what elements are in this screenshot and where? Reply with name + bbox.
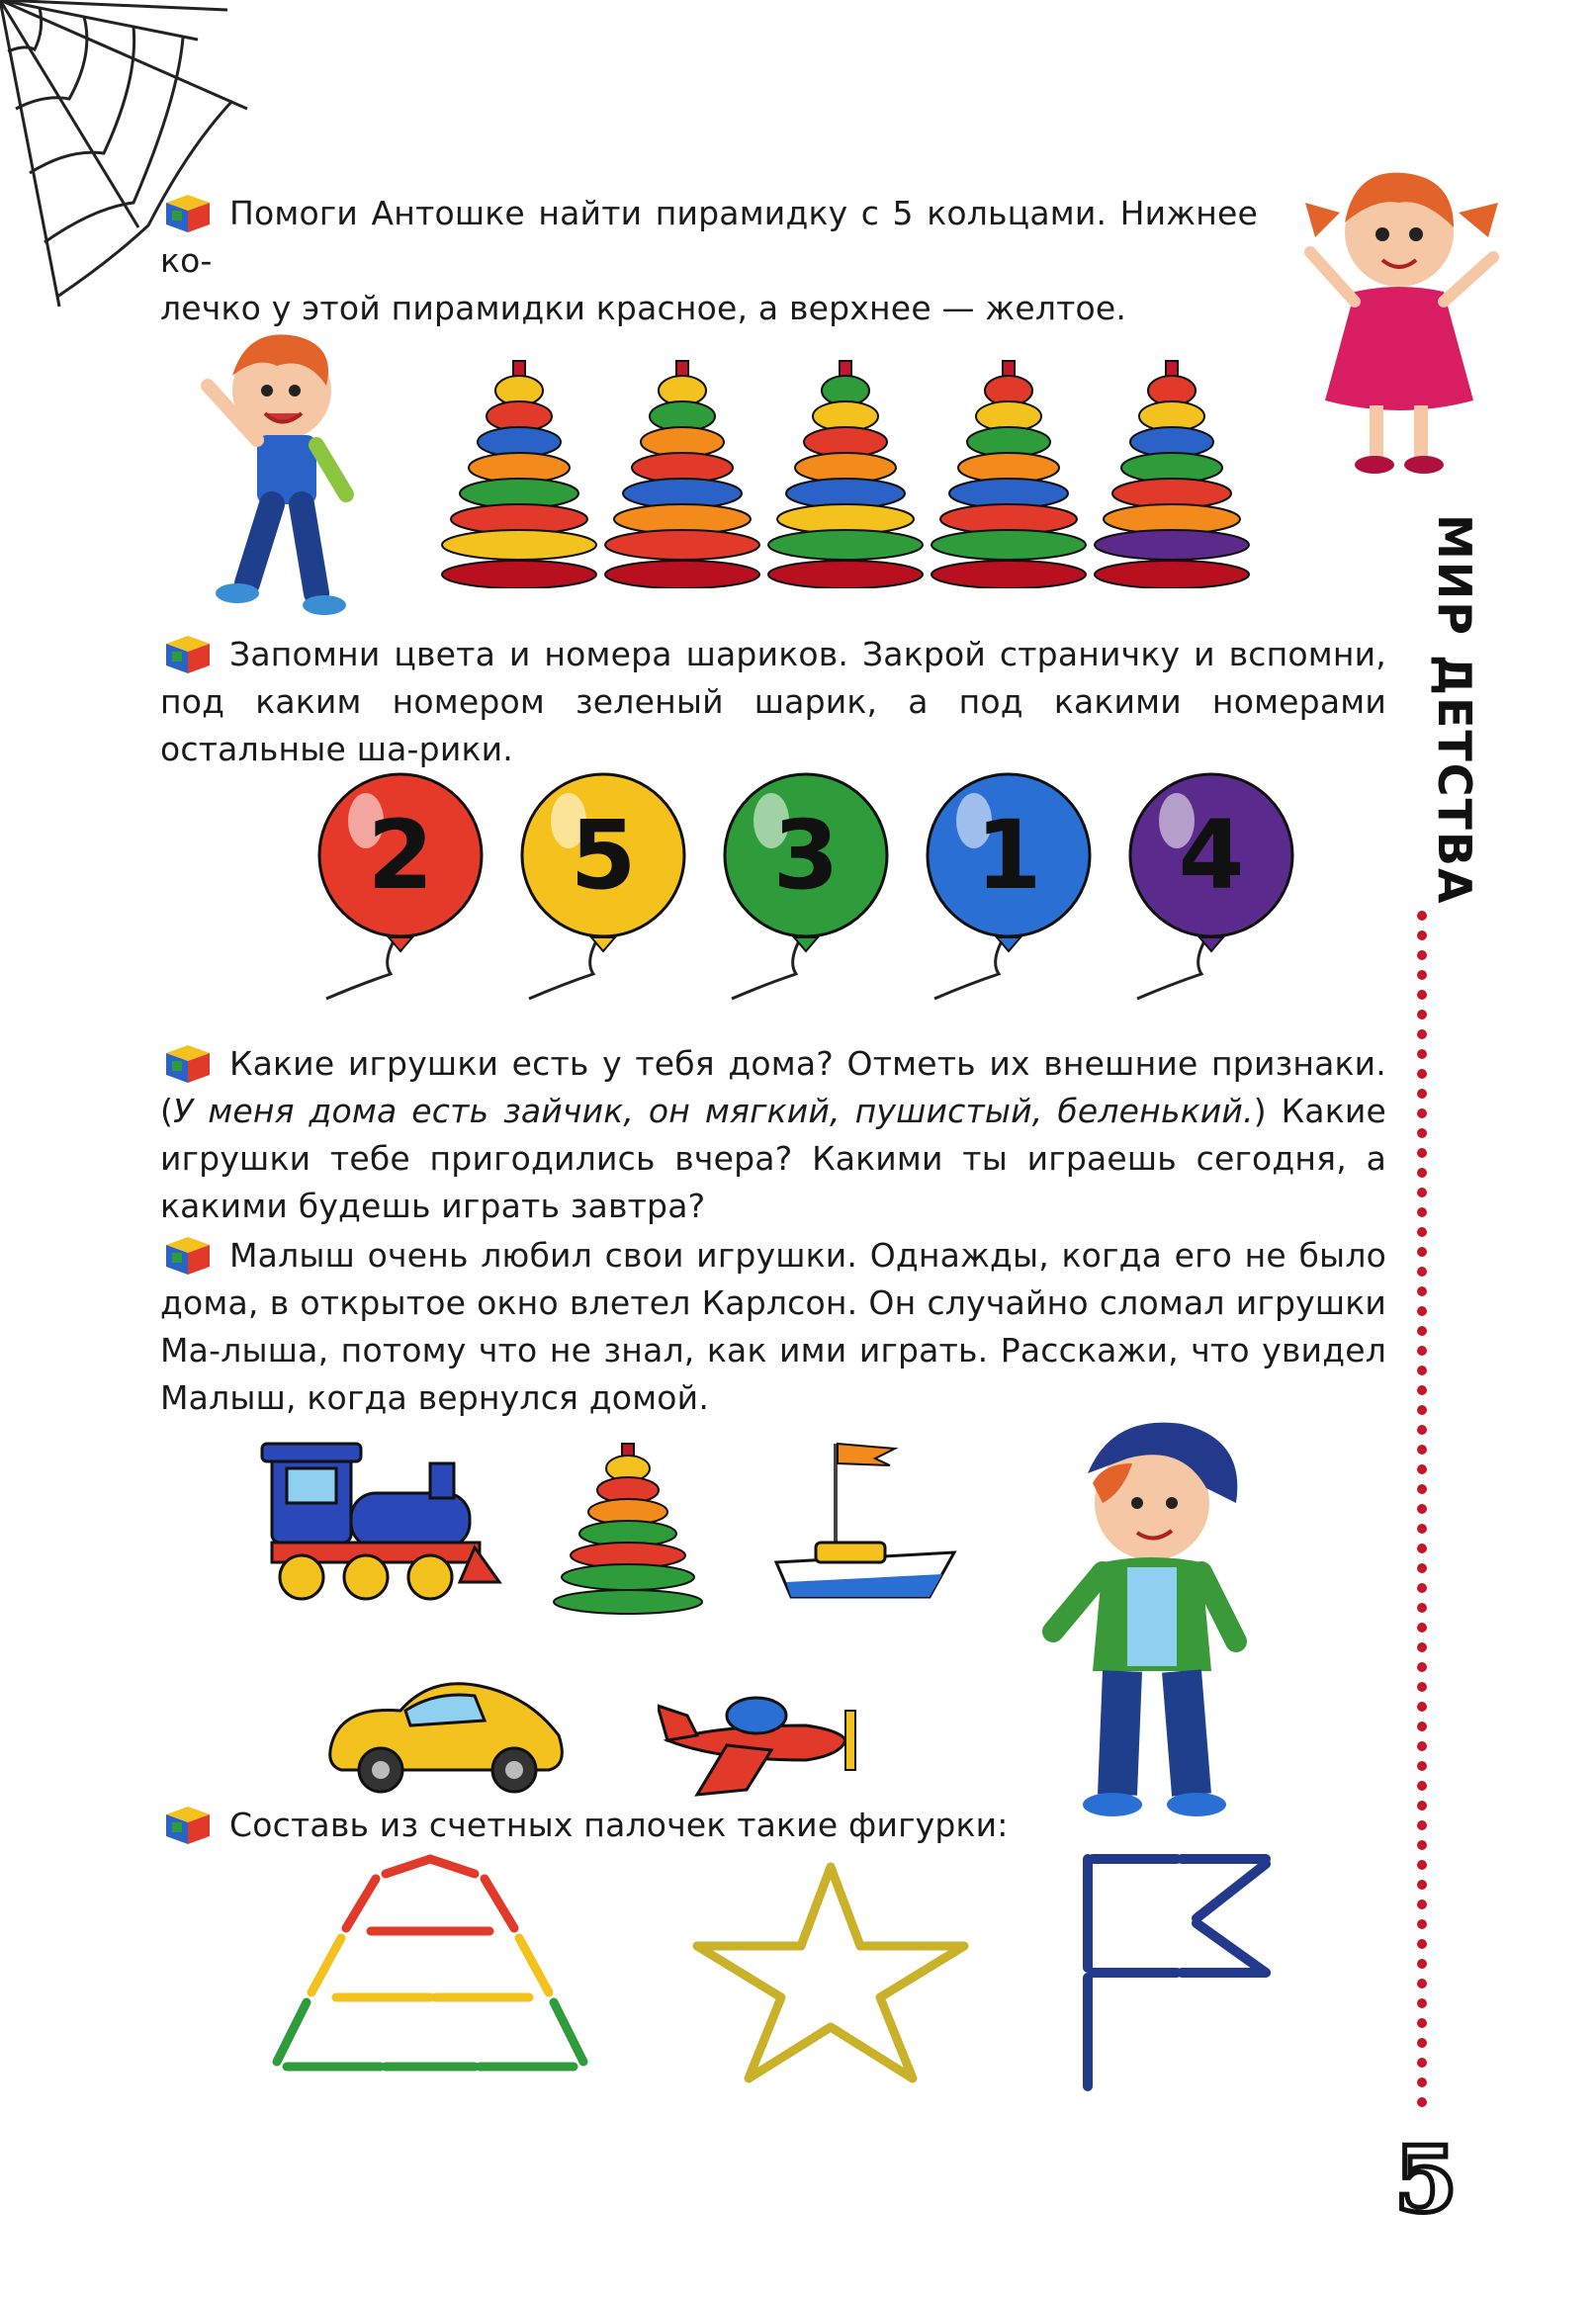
balloon-number: 2 xyxy=(367,800,434,911)
task3-text-a: Какие игрушки есть у тебя дома? Отметь их внешние признаки. ( xyxy=(160,1044,1386,1130)
balloon-2 xyxy=(319,774,482,999)
pyramid-toy-4 xyxy=(931,361,1086,588)
balloon-5 xyxy=(522,774,684,999)
stick-flag-figure xyxy=(1068,1849,1305,2096)
pyramid-toy-5 xyxy=(1095,361,1249,588)
task5-paragraph xyxy=(160,1802,1050,1849)
dotted-divider xyxy=(1412,910,1432,2116)
task5-text: Составь из счетных палочек такие фигурки: xyxy=(229,1806,1009,1844)
balloon-number: 3 xyxy=(772,800,840,911)
cube-bullet-icon xyxy=(160,1041,216,1085)
cube-bullet-icon xyxy=(160,1803,216,1846)
task4-text: Малыш очень любил свои игрушки. Однажды, когда его не было дома, в открытое окно влетел Карлсон. Он случайно сломал игрушки Ма-лыша, потому что не знал, как ими играть. Расскажи, что увидел Малыш, когда вернулся домой. xyxy=(160,1236,1386,1417)
boat-toy-illustration xyxy=(766,1434,964,1612)
balloon-4 xyxy=(1130,774,1292,999)
balloon-number: 5 xyxy=(570,800,637,911)
boy-antoshka-illustration xyxy=(188,297,376,623)
pyramid-toy-3 xyxy=(768,361,923,588)
stick-triangle-figure xyxy=(252,1854,608,2091)
task2-text: Запомни цвета и номера шариков. Закрой страничку и вспомни, под каким номером зеленый шарик, а под какими номерами остальные ша-рики. xyxy=(160,635,1386,768)
cube-bullet-icon xyxy=(160,1233,216,1277)
pyramids-row xyxy=(435,351,1266,588)
stick-star-figure xyxy=(687,1859,974,2086)
balloons-row xyxy=(297,771,1305,1009)
balloon-3 xyxy=(725,774,887,999)
task3-paragraph xyxy=(160,1040,1386,1230)
page-number: 5 xyxy=(1394,2126,1459,2233)
pyramid-toy-2 xyxy=(605,361,759,588)
balloon-number: 1 xyxy=(975,800,1042,911)
train-toy-illustration xyxy=(252,1434,509,1612)
car-toy-illustration xyxy=(321,1666,578,1800)
small-pyramid-toy-illustration xyxy=(549,1439,707,1617)
pyramid-toy-1 xyxy=(442,361,596,588)
cube-bullet-icon xyxy=(160,632,216,675)
boy-malysh-illustration xyxy=(1033,1404,1271,1829)
airplane-toy-illustration xyxy=(658,1671,870,1805)
task1-text: Помоги Антошке найти пирамидку с 5 кольцами. Нижнее ко- лечко у этой пирамидки красное, а верхнее — желтое. xyxy=(160,194,1258,327)
task4-paragraph xyxy=(160,1232,1386,1422)
task2-paragraph xyxy=(160,631,1386,773)
girl-illustration xyxy=(1286,143,1523,489)
task3-text-italic: У меня дома есть зайчик, он мягкий, пушистый, беленький. xyxy=(173,1092,1254,1130)
section-title: МИР ДЕТСТВА xyxy=(1428,514,1481,906)
balloon-number: 4 xyxy=(1178,800,1245,911)
task3-text-b: ) Какие игрушки тебе пригодились вчера? Какими ты играешь сегодня, а какими будешь играть завтра? xyxy=(160,1092,1386,1225)
balloon-1 xyxy=(928,774,1090,999)
cube-bullet-icon xyxy=(160,191,216,234)
